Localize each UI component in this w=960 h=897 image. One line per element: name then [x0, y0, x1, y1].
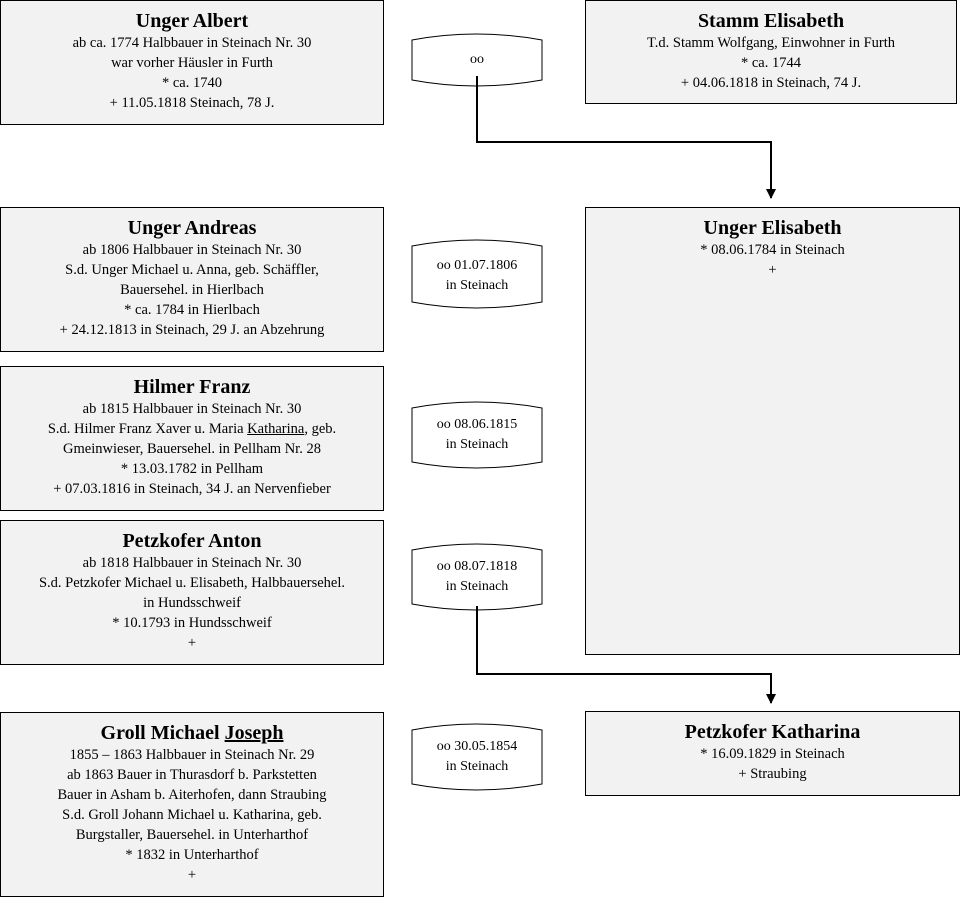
person-detail: ab 1863 Bauer in Thurasdorf b. Parkstetten	[67, 767, 317, 783]
person-death: + 04.06.1818 in Steinach, 74 J.	[680, 75, 862, 91]
person-detail: ab 1815 Halbbauer in Steinach Nr. 30	[82, 401, 302, 417]
marriage-date: oo 01.07.1806	[436, 258, 518, 273]
marriage-date: oo	[470, 52, 484, 67]
person-box-unger-elisabeth	[585, 207, 960, 655]
person-box-unger-andreas	[0, 207, 384, 352]
person-detail: ab 1818 Halbbauer in Steinach Nr. 30	[82, 555, 302, 571]
underlined-name: Joseph	[224, 722, 284, 744]
marriage-label	[412, 50, 542, 70]
marriage-place: in Steinach	[445, 579, 509, 594]
person-birth: * 08.06.1784 in Steinach	[700, 242, 845, 258]
marriage-place: in Steinach	[445, 759, 509, 774]
detail-text: , geb.	[304, 421, 337, 437]
detail-text: S.d. Hilmer Franz Xaver u. Maria	[47, 421, 248, 437]
person-detail: ab ca. 1774 Halbbauer in Steinach Nr. 30	[72, 35, 312, 51]
marriage-date: oo 30.05.1854	[436, 739, 518, 754]
person-birth: * ca. 1784 in Hierlbach	[124, 302, 260, 318]
name-text: Groll Michael	[100, 722, 225, 744]
person-box-stamm-elisabeth	[585, 0, 957, 104]
person-box-petzkofer-anton	[0, 520, 384, 665]
person-name: Unger Andreas	[127, 217, 257, 239]
person-box-groll-michael-joseph	[0, 712, 384, 897]
person-birth: * 10.1793 in Hundsschweif	[112, 615, 272, 631]
person-detail: in Hundsschweif	[143, 595, 241, 611]
marriage-date: oo 08.07.1818	[436, 559, 518, 574]
person-detail: war vorher Häusler in Furth	[111, 55, 273, 71]
person-death: + 07.03.1816 in Steinach, 34 J. an Nervenfieber	[53, 481, 331, 497]
person-detail: S.d. Groll Johann Michael u. Katharina, geb.	[62, 807, 322, 823]
marriage-place: in Steinach	[445, 437, 509, 452]
person-box-petzkofer-katharina	[585, 711, 960, 796]
person-birth: * 13.03.1782 in Pellham	[120, 461, 264, 477]
person-name: Petzkofer Katharina	[684, 721, 861, 743]
person-name: Stamm Elisabeth	[697, 10, 845, 32]
marriage-place: in Steinach	[445, 278, 509, 293]
person-birth: * ca. 1744	[741, 55, 801, 71]
person-death: + Straubing	[738, 766, 807, 782]
person-detail	[1, 419, 383, 439]
person-box-hilmer-franz	[0, 366, 384, 511]
person-detail: 1855 – 1863 Halbbauer in Steinach Nr. 29	[69, 747, 315, 763]
person-birth: * ca. 1740	[162, 75, 222, 91]
underlined-name: Katharina	[247, 421, 305, 437]
person-detail: T.d. Stamm Wolfgang, Einwohner in Furth	[647, 35, 895, 51]
person-death: + 24.12.1813 in Steinach, 29 J. an Abzehrung	[59, 322, 325, 338]
person-birth: * 1832 in Unterharthof	[125, 847, 259, 863]
person-death: +	[768, 262, 777, 278]
marriage-label	[412, 415, 542, 455]
person-box-unger-albert	[0, 0, 384, 125]
marriage-label	[412, 256, 542, 296]
person-detail: Bauersehel. in Hierlbach	[120, 282, 264, 298]
person-detail: S.d. Unger Michael u. Anna, geb. Schäffler,	[65, 262, 319, 278]
person-name: Hilmer Franz	[133, 376, 251, 398]
person-death: +	[187, 867, 197, 883]
person-detail: Burgstaller, Bauersehel. in Unterharthof	[75, 827, 309, 843]
person-name: Petzkofer Anton	[122, 530, 262, 552]
person-detail: Bauer in Asham b. Aiterhofen, dann Straubing	[57, 787, 327, 803]
person-detail: Gmeinwieser, Bauersehel. in Pellham Nr. 28	[63, 441, 321, 457]
person-name	[1, 721, 383, 745]
person-name: Unger Albert	[135, 10, 249, 32]
person-death: + 11.05.1818 Steinach, 78 J.	[109, 95, 275, 111]
person-detail: ab 1806 Halbbauer in Steinach Nr. 30	[82, 242, 302, 258]
marriage-label	[412, 737, 542, 777]
person-death: +	[187, 635, 197, 651]
person-detail: S.d. Petzkofer Michael u. Elisabeth, Halbbauersehel.	[38, 575, 345, 591]
marriage-label	[412, 557, 542, 597]
marriage-date: oo 08.06.1815	[436, 417, 518, 432]
person-name: Unger Elisabeth	[703, 217, 842, 239]
person-birth: * 16.09.1829 in Steinach	[700, 746, 845, 762]
